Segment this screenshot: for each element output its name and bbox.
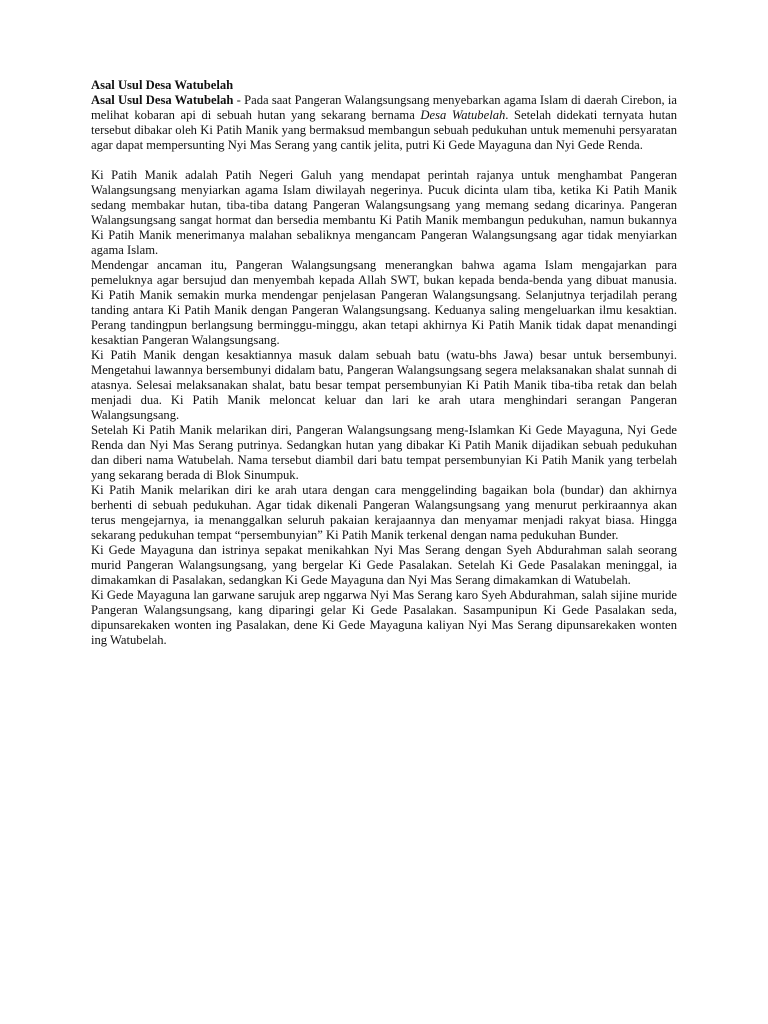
paragraph-5: Ki Patih Manik melarikan diri ke arah utara dengan cara menggelinding bagaikan bola (bundar) dan akhirnya berhenti di sebuah pedukuhan. Agar tidak dikenali Pangeran Walangsungsang yang menurut perkiraannya akan terus mengejarnya, ia menanggalkan seluruh pakaian kerajaannya dan menyamar menjadi rakyat biasa. Hingga sekarang pedukuhan tempat “persembunyian” Ki Patih Manik terkenal dengan nama pedukuhan Bunder. — [91, 483, 677, 542]
page-title: Asal Usul Desa Watubelah — [91, 78, 234, 92]
intro-paragraph — [91, 93, 677, 153]
paragraph-7: Ki Gede Mayaguna lan garwane sarujuk arep nggarwa Nyi Mas Serang karo Syeh Abdurahman, salah sijine muride Pangeran Walangsungsang, kang diparingi gelar Ki Gede Pasalakan. Sasampunipun Ki Gede Pasalakan seda, dipunsarekaken wonten ing Pasalakan, dene Ki Gede Mayaguna kaliyan Nyi Mas Serang dipunsarekaken wonten ing Watubelah. — [91, 588, 677, 647]
paragraph-1: Ki Patih Manik adalah Patih Negeri Galuh yang mendapat perintah rajanya untuk menghambat Pangeran Walangsungsang menyiarkan agama Islam diwilayah negerinya. Pucuk dicinta ulam tiba, ketika Ki Patih Manik sedang membakar hutan, tiba-tiba datang Pangeran Walangsungsang yang memang sedang dicarinya. Pangeran Walangsungsang sangat hormat dan bersedia membantu Ki Patih Manik membangun pedukuhan, namun bukannya Ki Patih Manik menerimanya malahan sebaliknya mengancam Pangeran Walangsungsang agar tidak menyiarkan agama Islam. — [91, 168, 677, 257]
paragraph-4: Setelah Ki Patih Manik melarikan diri, Pangeran Walangsungsang meng-Islamkan Ki Gede Mayaguna, Nyi Gede Renda dan Nyi Mas Serang putrinya. Sedangkan hutan yang dibakar Ki Patih Manik dijadikan sebuah pedukuhan dan diberi nama Watubelah. Nama tersebut diambil dari batu tempat persembunyian Ki Patih Manik yang terbelah yang sekarang berada di Blok Sinumpuk. — [91, 423, 677, 482]
intro-lead-text: - Pada saat Pangeran Walangsungsang menyebarkan agama Islam di daerah Cirebon, ia melihat kobaran api di sebuah hutan yang sekarang bernama — [91, 93, 677, 122]
paragraph-3: Ki Patih Manik dengan kesaktiannya masuk dalam sebuah batu (watu-bhs Jawa) besar untuk bersembunyi. Mengetahui lawannya bersembunyi didalam batu, Pangeran Walangsungsang segera melaksanakan shalat sunnah di atasnya. Selesai melaksanakan shalat, batu besar tempat persembunyian Ki Patih Manik tiba-tiba retak dan belah menjadi dua. Ki Patih Manik meloncat keluar dan lari ke arah utara menghindari serangan Pangeran Walangsungsang. — [91, 348, 677, 422]
document-body — [91, 78, 677, 648]
paragraph-2: Mendengar ancaman itu, Pangeran Walangsungsang menerangkan bahwa agama Islam mengajarkan para pemeluknya agar bersujud dan menyembah kepada Allah SWT, bukan kepada benda-benda yang dibuat manusia. Ki Patih Manik semakin murka mendengar penjelasan Pangeran Walangsungsang. Selanjutnya terjadilah perang tanding antara Ki Patih Manik dengan Pangeran Walangsungsang. Keduanya saling mengeluarkan ilmu kesaktian. Perang tandingpun berlangsung berminggu-minggu, akan tetapi akhirnya Ki Patih Manik tidak dapat menandingi kesaktian Pangeran Walangsungsang. — [91, 258, 677, 347]
paragraph-6: Ki Gede Mayaguna dan istrinya sepakat menikahkan Nyi Mas Serang dengan Syeh Abdurahman salah seorang murid Pangeran Walangsungsang, yang bergelar Ki Gede Pasalakan. Setelah Ki Gede Pasalakan meninggal, ia dimakamkan di Pasalakan, sedangkan Ki Gede Mayaguna dan Nyi Mas Serang dimakamkan di Watubelah. — [91, 543, 677, 587]
intro-lead-bold: Asal Usul Desa Watubelah — [91, 93, 234, 107]
intro-italic-name: Desa Watubelah — [420, 108, 506, 122]
paragraph-gap — [91, 153, 677, 168]
intro-rest-text: . Setelah didekati ternyata hutan tersebut dibakar oleh Ki Patih Manik yang bermaksud membangun sebuah pedukuhan untuk memenuhi persyaratan agar dapat mempersunting Nyi Mas Serang yang cantik jelita, putri Ki Gede Mayaguna dan Nyi Gede Renda. — [91, 108, 677, 152]
